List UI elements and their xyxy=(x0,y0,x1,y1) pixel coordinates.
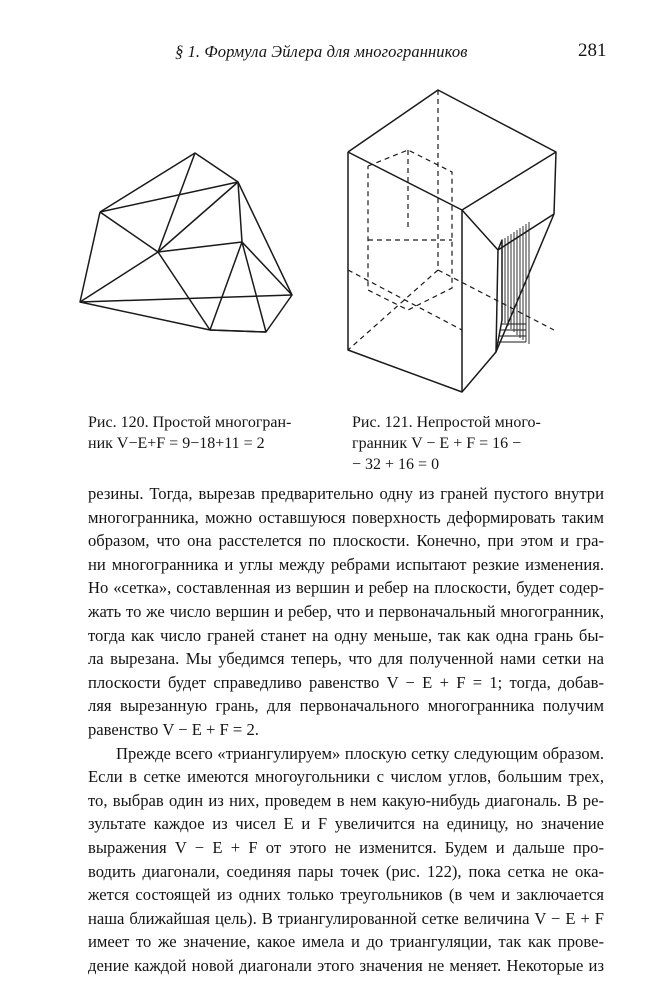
paragraph-2 xyxy=(88,742,604,978)
caption-line: Рис. 121. Непростой много- xyxy=(352,414,541,431)
text-line: имеет то же значение, какое имела и до триангуляции, так как прове- xyxy=(88,932,604,952)
figure-121-nonsimple-polyhedron xyxy=(338,80,573,400)
figure-120-simple-polyhedron xyxy=(70,145,310,345)
text-line: дение каждой новой диагонали этого значения не меняет. Некоторые из xyxy=(88,955,604,975)
text-line: водить диагонали, соединяя пары точек (рис. 122), пока сетка не ока- xyxy=(88,861,604,881)
text-line: тогда как число граней станет на одну меньше, так как одна грань бы- xyxy=(88,625,604,645)
body-text xyxy=(88,482,604,977)
figure-121-caption xyxy=(352,412,541,475)
text-line: ляя вырезанную грань, для первоначального многогранника получим xyxy=(88,696,604,716)
running-title: § 1. Формула Эйлера для многогранников xyxy=(175,42,468,61)
text-line: ни многогранника и углы между ребрами испытают резкие изменения. xyxy=(88,554,604,574)
text-line: равенство V − E + F = 2. xyxy=(88,719,259,739)
text-line: Если в сетке имеются многоугольники с числом углов, большим трех, xyxy=(88,767,604,787)
paragraph-1 xyxy=(88,482,604,742)
text-line: жется состоящей из одних только треугольников (в чем и заключается xyxy=(88,885,604,905)
running-header xyxy=(0,40,670,70)
text-line: многогранника, можно оставшуюся поверхность деформировать таким xyxy=(88,507,604,527)
text-line: жать то же число вершин и ребер, что и первоначальный многогранник, xyxy=(88,601,604,621)
figure-120-caption xyxy=(88,412,291,454)
text-line: образом, что она расстелется по плоскости. Конечно, при этом и гра- xyxy=(88,531,604,551)
text-line: Но «сетка», составленная из вершин и ребер на плоскости, будет содер- xyxy=(88,578,604,598)
text-line: то, выбрав один из них, проведем в нем какую-нибудь диагональ. В ре- xyxy=(88,790,604,810)
text-line: Прежде всего «триангулируем» плоскую сетку следующим образом. xyxy=(116,743,604,763)
text-line: резины. Тогда, вырезав предварительно одну из граней пустого внутри xyxy=(88,484,604,503)
caption-line: гранник V − E + F = 16 − xyxy=(352,435,522,452)
text-line: наша ближайшая цель). В триангулированной сетке величина V − E + F xyxy=(88,908,604,928)
page-number: 281 xyxy=(578,40,607,61)
text-line: ла вырезана. Мы убедимся теперь, что для полученной нами сетки на xyxy=(88,649,604,669)
text-line: зультате каждое из чисел E и F увеличится на единицу, но значение xyxy=(88,814,604,834)
caption-line: Рис. 120. Простой многогран- xyxy=(88,414,292,431)
caption-line: − 32 + 16 = 0 xyxy=(352,456,440,473)
text-line: плоскости будет справедливо равенство V − E + F = 1; тогда, добав- xyxy=(88,672,604,692)
caption-line: ник V−E+F = 9−18+11 = 2 xyxy=(88,435,265,452)
text-line: выражения V − E + F от этого не изменится. Будем и дальше про- xyxy=(88,837,604,857)
